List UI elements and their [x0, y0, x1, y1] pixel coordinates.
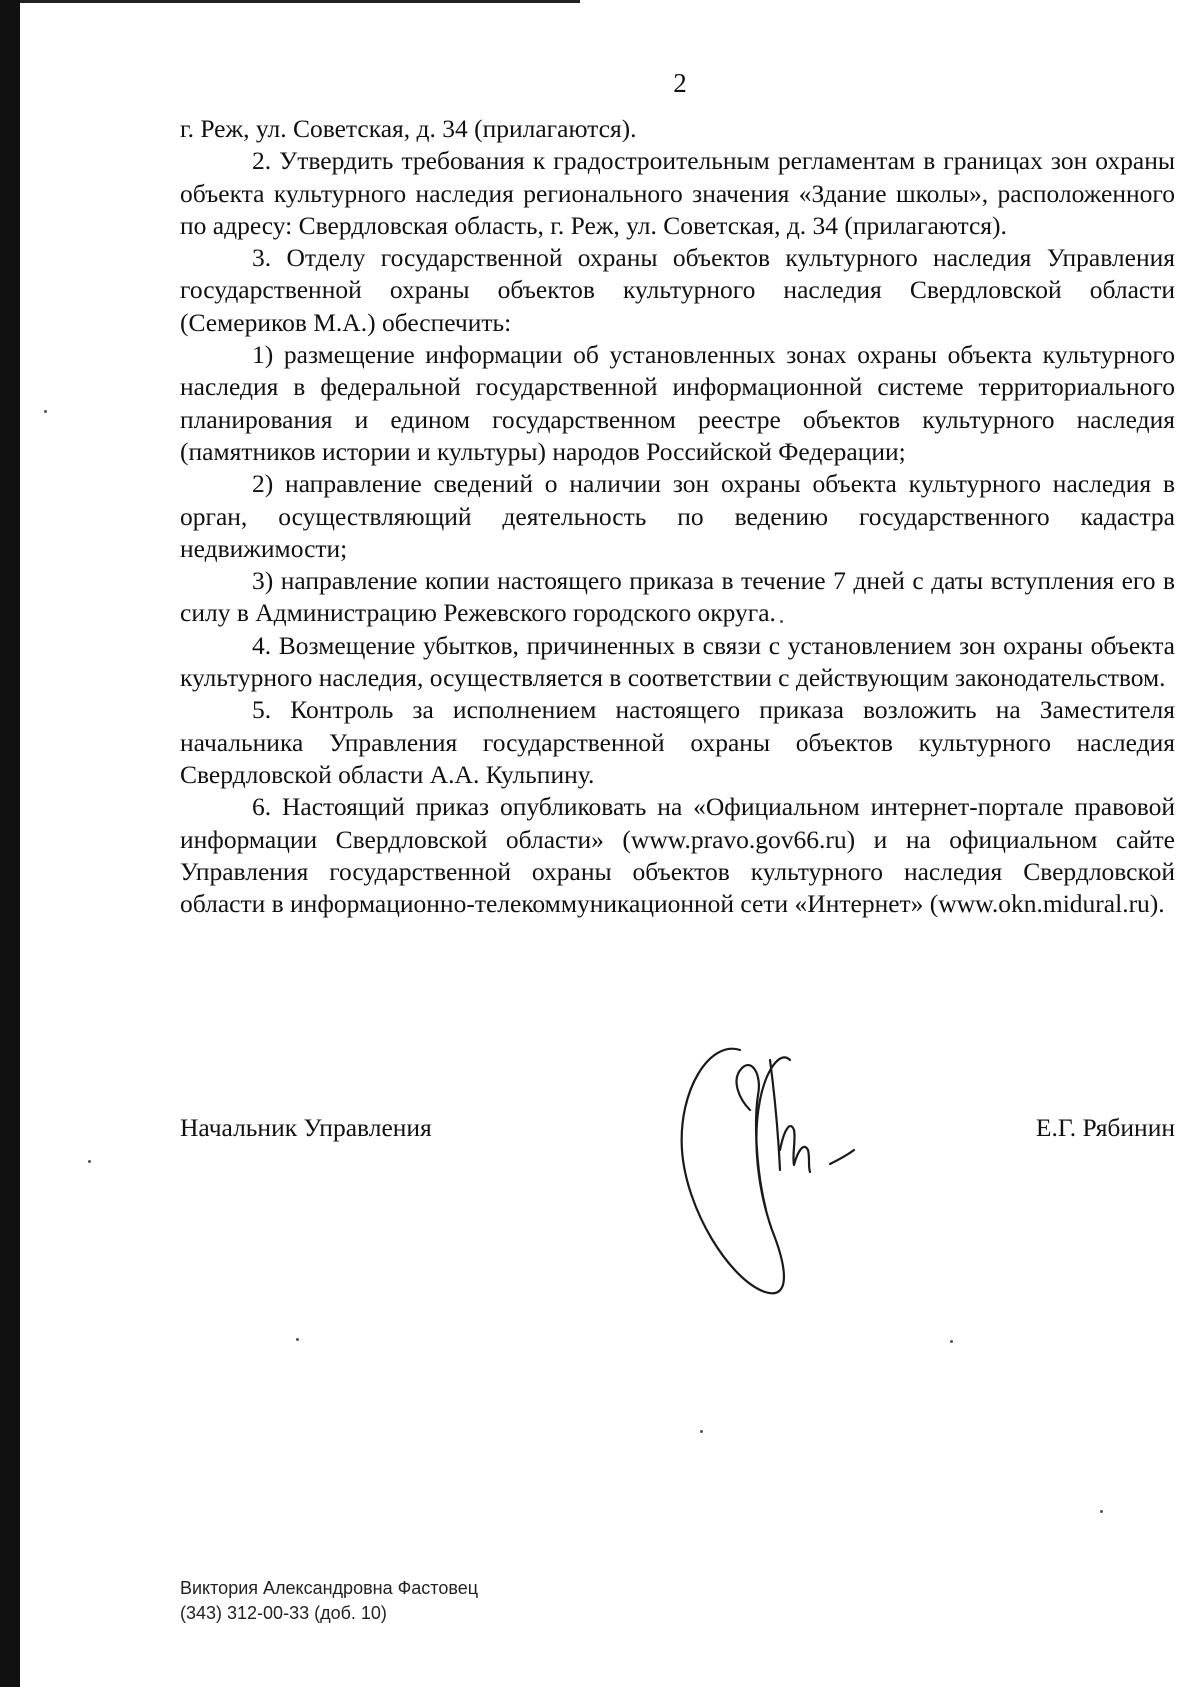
- scan-speck: [88, 1160, 91, 1163]
- scan-speck: [296, 1338, 299, 1341]
- paragraph-subitem-1: 1) размещение информации об установленных зонах охраны объекта культурного наследия в федеральной государственной информационной системе территориального планирования и едином государственном реестре объектов культурного наследия (памятников истории и культуры) народов Российской Федерации;: [180, 340, 1175, 466]
- paragraph-address-continuation: г. Реж, ул. Советская, д. 34 (прилагаются).: [180, 114, 637, 143]
- signer-name: Е.Г. Рябинин: [1035, 1113, 1175, 1142]
- handwritten-signature: [670, 1030, 910, 1310]
- paragraph-subitem-3: 3) направление копии настоящего приказа в течение 7 дней с даты вступления его в силу в Администрацию Режевского городского округа.: [180, 566, 1175, 628]
- paragraph-item-3: 3. Отделу государственной охраны объектов культурного наследия Управления государственной охраны объектов культурного наследия Свердловской области (Семериков М.А.) обеспечить:: [180, 243, 1175, 337]
- page-number: 2: [673, 68, 687, 98]
- document-body: [180, 113, 1175, 920]
- paragraph-subitem-2: 2) направление сведений о наличии зон охраны объекта культурного наследия в орган, осуществляющий деятельность по ведению государственного кадастра недвижимости;: [180, 469, 1175, 563]
- scan-edge-left: [0, 0, 20, 1687]
- scan-speck: [1100, 1510, 1103, 1513]
- scan-edge-top: [20, 0, 580, 3]
- scan-speck: [44, 410, 47, 413]
- scan-speck: [780, 620, 783, 623]
- footer-contact: [180, 1576, 478, 1626]
- scan-speck: [700, 1430, 703, 1433]
- scan-speck: [950, 1340, 953, 1343]
- paragraph-item-6: 6. Настоящий приказ опубликовать на «Официальном интернет-портале правовой информации Свердловской области» (www.pravo.gov66.ru) и на официальном сайте Управления государственной охраны объектов культурного наследия Свердловской области в информационно-телекоммуникационной сети «Интернет» (www.okn.midural.ru).: [180, 792, 1175, 919]
- executor-name: Виктория Александровна Фастовец: [180, 1578, 479, 1598]
- signer-title: Начальник Управления: [180, 1113, 432, 1142]
- executor-phone: (343) 312-00-33 (доб. 10): [180, 1603, 387, 1623]
- paragraph-item-5: 5. Контроль за исполнением настоящего приказа возложить на Заместителя начальника Управления государственной охраны объектов культурного наследия Свердловской области А.А. Кульпину.: [180, 695, 1175, 789]
- paragraph-item-4: 4. Возмещение убытков, причиненных в связи с установлением зон охраны объекта культурного наследия, осуществляется в соответствии с действующим законодательством.: [180, 630, 1175, 693]
- paragraph-item-2: 2. Утвердить требования к градостроительным регламентам в границах зон охраны объекта культурного наследия регионального значения «Здание школы», расположенного по адресу: Свердловская область, г. Реж, ул. Советская, д. 34 (прилагаются).: [180, 146, 1175, 240]
